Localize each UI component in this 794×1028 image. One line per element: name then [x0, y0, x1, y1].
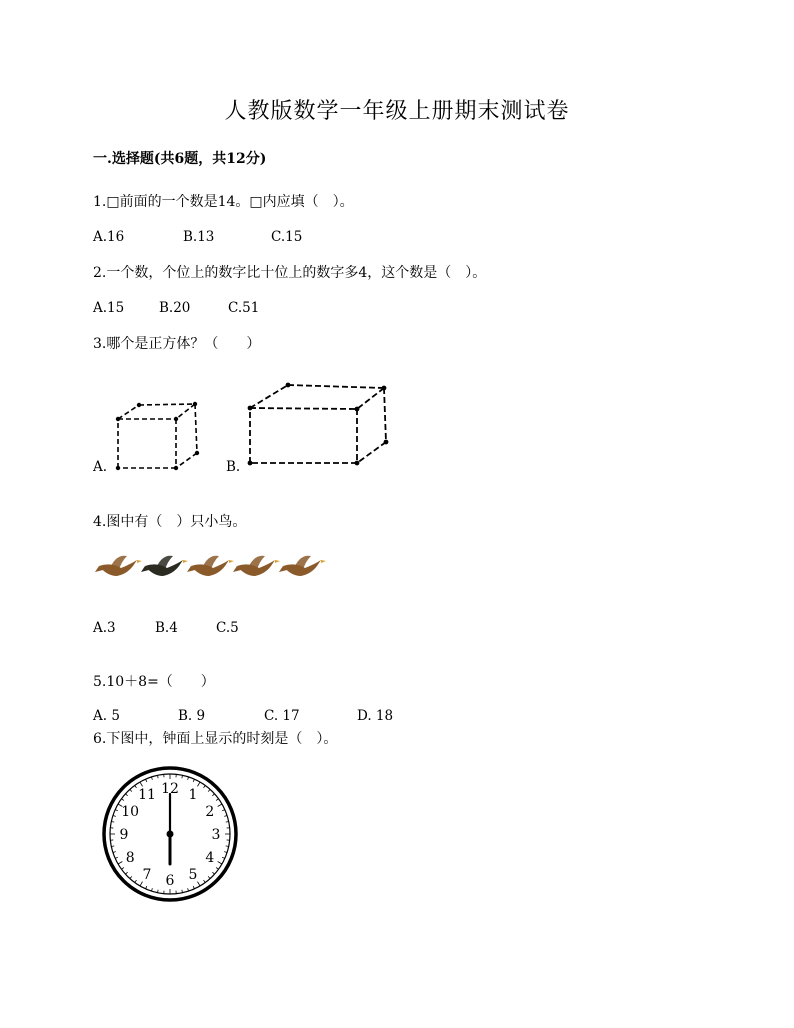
bird-icon — [279, 556, 326, 576]
clock-number: 4 — [205, 850, 215, 866]
bird-icon — [187, 556, 234, 576]
clock-number: 10 — [121, 804, 140, 820]
clock-number: 6 — [165, 873, 175, 889]
question-3-option-b: B. — [226, 459, 241, 475]
bird-icon — [141, 556, 188, 576]
question-2-text: 2.一个数，个位上的数字比十位上的数字多4，这个数是（ ）。 — [93, 265, 487, 281]
question-5-text: 5.10＋8=（ ） — [93, 674, 215, 690]
question-2-option-b: B.20 — [159, 300, 191, 316]
clock-number: 5 — [188, 866, 198, 883]
question-2-option-c: C.51 — [228, 300, 260, 316]
clock-number: 1 — [188, 787, 198, 804]
page-title: 人教版数学一年级上册期末测试卷 — [224, 99, 570, 124]
question-4-option-a: A.3 — [93, 620, 116, 636]
question-3-text: 3.哪个是正方体？（ ） — [93, 336, 261, 352]
clock-face — [100, 764, 240, 904]
clock-number: 2 — [205, 804, 215, 820]
section-heading: 一.选择题(共6题，共12分) — [93, 151, 267, 167]
question-1-option-c: C.15 — [271, 229, 303, 245]
question-2-option-a: A.15 — [93, 300, 125, 316]
bird-icon — [233, 556, 280, 576]
bird-icon — [95, 556, 142, 576]
question-5-option-b: B. 9 — [178, 708, 206, 724]
question-5-option-d: D. 18 — [357, 708, 394, 724]
question-1-option-a: A.16 — [93, 229, 125, 245]
question-4-option-c: C.5 — [216, 620, 239, 636]
clock-number: 11 — [138, 787, 156, 804]
question-5-option-c: C. 17 — [264, 708, 300, 724]
clock-number: 8 — [125, 850, 135, 866]
question-3-option-a: A. — [93, 459, 108, 475]
clock-number: 12 — [161, 781, 179, 797]
question-6-text: 6.下图中，钟面上显示的时刻是（ ）。 — [93, 731, 338, 747]
birds-illustration — [95, 546, 335, 586]
clock-number: 9 — [119, 827, 129, 843]
question-1-text: 1.□前面的一个数是14。□内应填（ ）。 — [93, 194, 354, 210]
question-5-option-a: A. 5 — [93, 708, 120, 724]
question-1-option-b: B.13 — [183, 229, 215, 245]
clock-number: 7 — [142, 866, 152, 883]
clock-number: 3 — [211, 827, 221, 843]
question-4-option-b: B.4 — [155, 620, 178, 636]
question-4-text: 4.图中有（ ）只小鸟。 — [93, 514, 247, 530]
